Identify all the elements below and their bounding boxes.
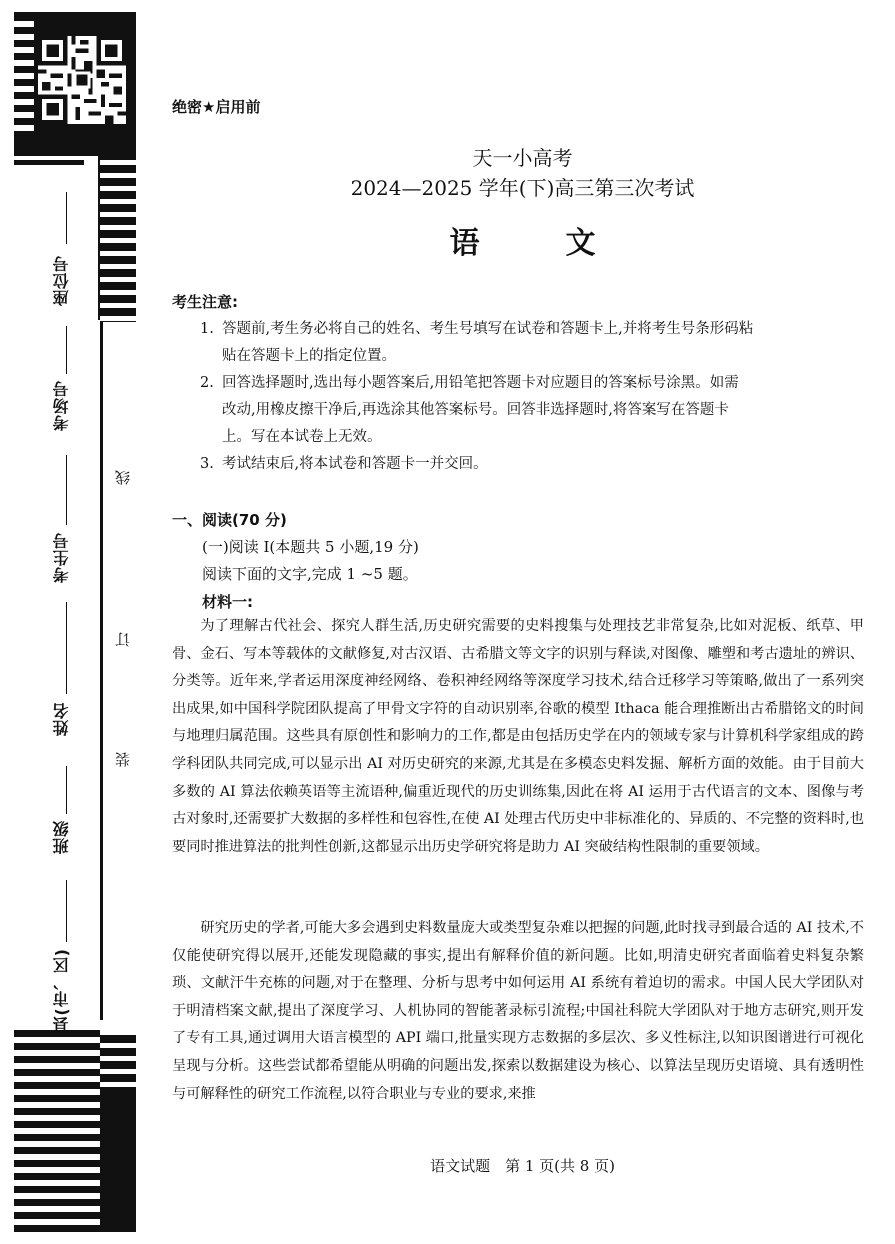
class-label: 班级 — [52, 820, 71, 854]
reading-instruction: 阅读下面的文字,完成 1 ~5 题。 — [202, 565, 418, 583]
exam-org: 天一小高考 — [472, 146, 573, 170]
notice-text: 回答选择题时,选出每小题答案后,用铅笔把答题卡对应题目的答案标号涂黑。如需 — [222, 375, 739, 391]
notice-text: 考试结束后,将本试卷和答题卡一并交回。 — [222, 456, 488, 472]
material-label: 材料一: — [202, 593, 253, 611]
confidential-label: 绝密★启用前 — [172, 98, 261, 116]
subsection-title: (一)阅读 Ⅰ(本题共 5 小题,19 分) — [202, 538, 419, 556]
notice-item-3 — [200, 451, 868, 478]
paragraph: 研究历史的学者,可能大多会遇到史料数量庞大或类型复杂难以把握的问题,此时找寻到最合适的 AI 技术,不仅能使研究得以展开,还能发现隐藏的事实,提出有解释价值的新问题。比如,明清史研究者面临着史料复杂繁琐、文献汗牛充栋的问题,对于在整理、分析与思考中如何运用 AI 系统有着迫切的需求。中国人民大学团队对于明清档案文献,提出了深度学习、人机协同的智能著录标引流程;中国社科院大学团队对于地方志研究,则开发了专有工具,通过调用大语言模型的 API 端口,批量实现方志数据的多层次、多义性标注,以知识图谱进行可视化呈现与分析。这些尝试都希望能从明确的问题出发,探索以数据建设为核心、以算法呈现历史语境、具有透明性与可解释性的研究工作流程,以符合职业与专业的要求,来推 — [172, 920, 864, 1102]
binding-mark-zhuang: 装 — [114, 752, 132, 767]
notice-text: 贴在答题卡上的指定位置。 — [222, 348, 396, 364]
notice-num: 3. — [200, 456, 214, 472]
county-label: 县(市、区) — [52, 948, 71, 1033]
stripe-pattern-bottom-right-cut — [100, 1030, 136, 1090]
notice-num: 1. — [200, 321, 214, 337]
exam-room-label: 考场号 — [52, 380, 71, 431]
notice-title: 考生注意: — [172, 293, 238, 311]
student-number-label: 考生号 — [52, 532, 71, 583]
seat-number-underline — [66, 192, 67, 244]
section-title: 一、阅读(70 分) — [172, 511, 287, 529]
notice-item-1 — [200, 316, 868, 370]
paragraph: 为了理解古代社会、探究人群生活,历史研究需要的史料搜集与处理技艺非常复杂,比如对泥板、纸草、甲骨、金石、写本等载体的文献修复,对古汉语、古希腊文等文字的识别与释读,对图像、雕塑和考古遗址的辨识、分类等。近年来,学者运用深度神经网络、卷积神经网络等深度学习技术,结合迁移学习等策略,做出了一系列突出成果,如中国科学院团队提高了甲骨文字符的自动识别率,谷歌的模型 Ithaca 能合理推断出古希腊铭文的时间与地理归属范围。这些具有原创性和影响力的工作,都是由包括历史学在内的领域专家与计算机科学家组成的跨学科团队共同完成,可以显示出 AI 对历史研究的来源,尤其是在多模态史料发掘、解析方面的效能。由于目前大多数的 AI 算法依赖英语等主流语种,偏重近现代的历史训练集,因此在将 AI 运用于古代语言的文本、图像与考古对象时,还需要扩大数据的多样性和包容性,在使 AI 处理古代历史中非标准化的、异质的、不完整的资料时,也要同时推进算法的批判性创新,这都显示出历史学研究将是助力 AI 突破结构性限制的重要领域。 — [172, 618, 864, 855]
student-number-underline — [66, 455, 67, 525]
barcode-bar — [14, 160, 84, 165]
seat-number-label: 座位号 — [52, 255, 71, 306]
name-label: 姓名 — [52, 702, 71, 736]
stripe-pattern-top — [100, 152, 136, 322]
name-underline — [66, 602, 67, 694]
class-underline — [66, 766, 67, 814]
exam-room-underline — [66, 326, 67, 374]
county-underline — [66, 880, 67, 942]
qr-code-icon — [38, 36, 126, 124]
notice-text: 上。写在本试卷上无效。 — [222, 429, 382, 445]
binding-edge — [100, 320, 103, 1020]
notice-text: 改动,用橡皮擦干净后,再选涂其他答案标号。回答非选择题时,将答案写在答题卡 — [222, 402, 729, 418]
notice-item-2 — [200, 370, 868, 451]
stripe-pattern-left-top — [14, 14, 34, 132]
subject-title: 语 文 — [449, 226, 624, 261]
exam-title: 2024—2025 学年(下)高三第三次考试 — [350, 176, 695, 200]
binding-mark-line: 线 — [114, 470, 132, 485]
notice-text: 答题前,考生务必将自己的姓名、考生号填写在试卷和答题卡上,并将考生号条形码粘 — [222, 321, 754, 337]
notice-num: 2. — [200, 375, 214, 391]
page-footer: 语文试题 第 1 页(共 8 页) — [430, 1157, 615, 1175]
binding-mark-ding: 订 — [114, 632, 132, 647]
